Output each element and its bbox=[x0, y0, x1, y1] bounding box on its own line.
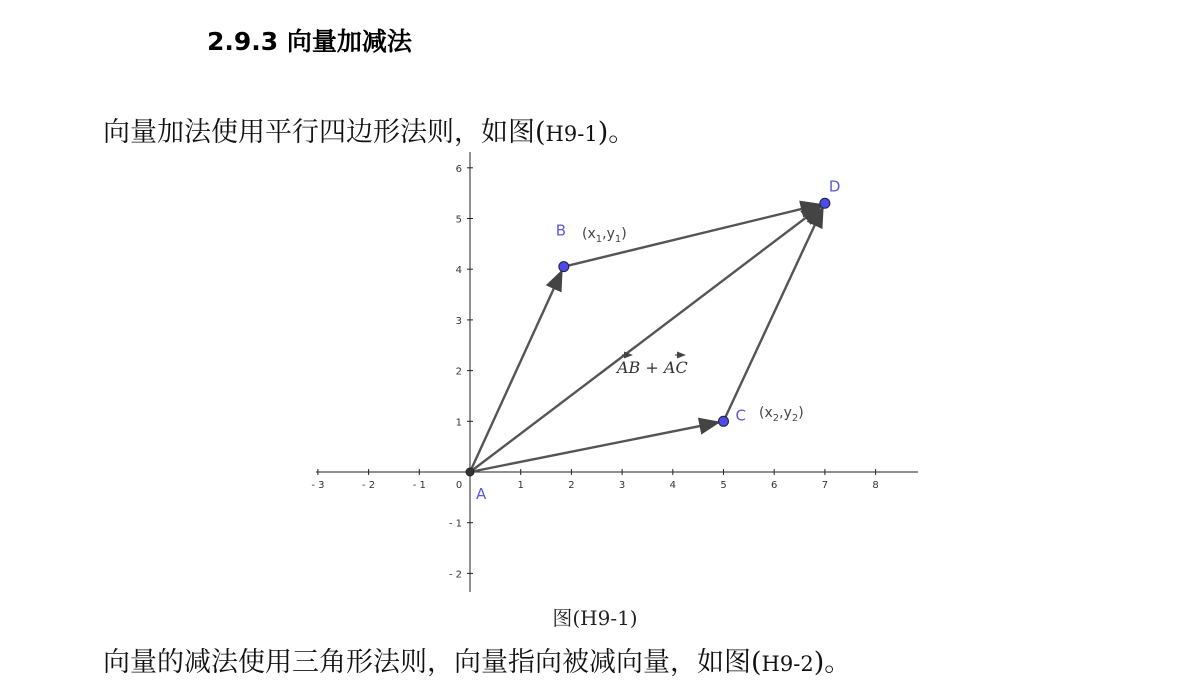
vector-AB bbox=[470, 271, 562, 472]
x-tick-label: 3 bbox=[618, 480, 626, 491]
figure-caption: 图(H9-1) bbox=[552, 606, 638, 630]
x-tick-label: - 1 bbox=[412, 480, 426, 491]
figure-reference: H9-2 bbox=[761, 652, 814, 676]
y-tick-label: 4 bbox=[455, 265, 462, 277]
x-tick-label: 1 bbox=[517, 480, 524, 491]
paragraph-text: 向量的减法使用三角形法则，向量指向被减向量，如图( bbox=[103, 647, 762, 678]
coordinate-label-b: $(x_1,y_1)$ bbox=[582, 226, 627, 245]
point-d bbox=[820, 198, 830, 208]
y-tick-label: - 1 bbox=[448, 518, 462, 530]
paragraph-text: 向量加法使用平行四边形法则，如图( bbox=[103, 117, 546, 148]
paragraph-end: )。 bbox=[597, 117, 636, 148]
paragraph-vector-subtraction bbox=[103, 640, 851, 679]
coordinate-label-c: $(x_2,y_2)$ bbox=[759, 405, 804, 424]
x-tick-label: 0 bbox=[455, 480, 463, 491]
y-tick-label: 6 bbox=[455, 163, 462, 175]
vector-AC bbox=[470, 422, 719, 472]
y-tick-label: 3 bbox=[455, 315, 462, 327]
x-tick-label: 4 bbox=[669, 480, 676, 491]
y-tick-label: 2 bbox=[455, 366, 462, 378]
paragraph-end: )。 bbox=[813, 647, 852, 678]
x-tick-label: - 3 bbox=[311, 480, 325, 491]
point-a bbox=[466, 468, 474, 476]
figure-reference: H9-1 bbox=[545, 122, 598, 146]
point-label-c: C bbox=[735, 406, 746, 425]
vector-CD bbox=[724, 208, 823, 421]
point-b bbox=[559, 262, 569, 272]
point-c bbox=[719, 416, 729, 426]
vector-sum-formula: AB + AC bbox=[617, 358, 688, 377]
point-label-d: D bbox=[828, 177, 841, 196]
x-tick-label: - 2 bbox=[362, 480, 376, 491]
section-number: 2.9.3 bbox=[207, 27, 279, 56]
x-tick-label: 6 bbox=[771, 480, 778, 491]
y-tick-label: 1 bbox=[455, 417, 462, 429]
section-title: 向量加减法 bbox=[286, 27, 412, 56]
x-tick-label: 5 bbox=[720, 480, 727, 491]
point-label-b: B bbox=[555, 221, 567, 240]
x-tick-label: 2 bbox=[568, 480, 575, 491]
point-label-a: A bbox=[476, 485, 487, 503]
x-tick-label: 8 bbox=[872, 480, 879, 491]
y-tick-label: - 2 bbox=[448, 569, 462, 581]
x-tick-label: 7 bbox=[821, 480, 829, 491]
y-tick-label: 5 bbox=[455, 214, 462, 226]
